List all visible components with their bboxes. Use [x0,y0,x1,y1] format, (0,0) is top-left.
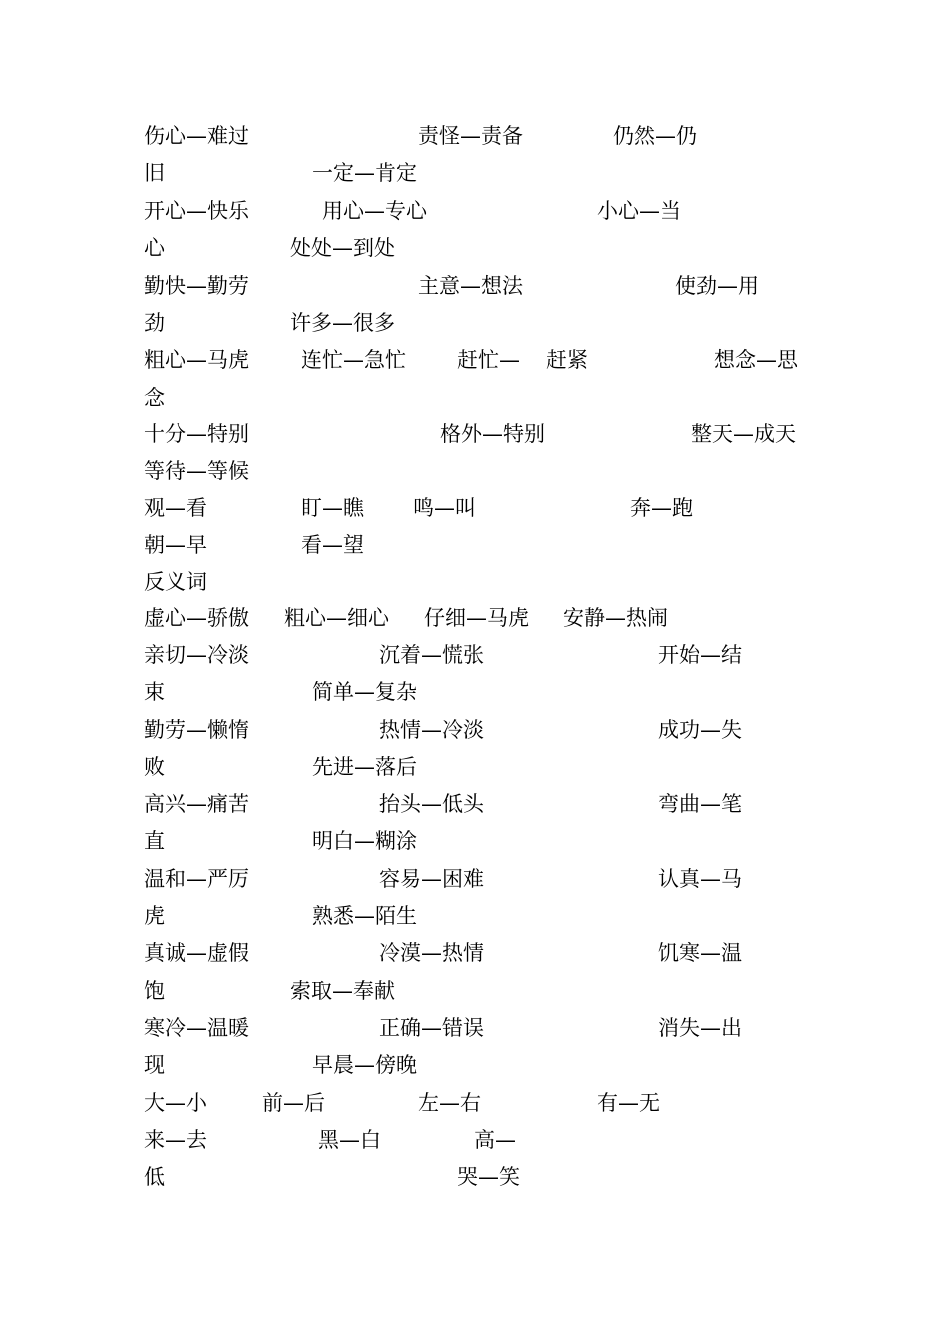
text-line [0,823,950,859]
word-pair: 整天—成天 [691,422,796,446]
text-line [0,490,950,526]
word-pair: 许多—很多 [290,311,395,335]
word-pair: 盯—瞧 [301,496,364,520]
word-pair: 仍然—仍 [613,124,697,148]
text-line [0,1122,950,1158]
word-pair: 奔—跑 [630,496,693,520]
text-line [0,416,950,452]
word-pair: 小心—当 [597,199,681,223]
text-line [0,1010,950,1046]
word-pair: 使劲—用 [675,274,759,298]
word-pair: 观—看 [144,496,207,520]
word-pair: 亲切—冷淡 [144,643,249,667]
word-pair: 开始—结 [658,643,742,667]
text-line [0,342,950,378]
word-pair: 想念—思 [714,348,798,372]
word-pair: 认真—马 [658,867,742,891]
word-pair: 伤心—难过 [144,124,249,148]
word-pair: 来—去 [144,1128,207,1152]
word-pair: 哭—笑 [457,1165,520,1189]
word-pair: 鸣—叫 [413,496,476,520]
text-line [0,305,950,341]
word-pair: 败 [144,755,165,779]
text-line [0,935,950,971]
word-pair: 束 [144,680,165,704]
text-line [0,861,950,897]
word-pair: 劲 [144,311,165,335]
word-pair: 沉着—慌张 [379,643,484,667]
word-pair: 简单—复杂 [312,680,417,704]
word-pair: 饱 [144,979,165,1003]
word-pair: 温和—严厉 [144,867,249,891]
word-pair: 黑—白 [318,1128,381,1152]
text-line [0,268,950,304]
word-pair: 格外—特别 [440,422,545,446]
text-line [0,973,950,1009]
word-pair: 开心—快乐 [144,199,249,223]
text-line [0,230,950,266]
word-pair: 用心—专心 [322,199,427,223]
word-pair: 索取—奉献 [290,979,395,1003]
word-pair: 看—望 [301,533,364,557]
word-pair: 主意—想法 [418,274,523,298]
word-pair: 仔细—马虎 [424,606,529,630]
word-pair: 虎 [144,904,165,928]
word-pair: 寒冷—温暖 [144,1016,249,1040]
word-pair: 正确—错误 [379,1016,484,1040]
word-pair: 饥寒—温 [658,941,742,965]
word-pair: 粗心—马虎 [144,348,249,372]
word-pair: 熟悉—陌生 [312,904,417,928]
text-line [0,118,950,154]
word-pair: 有—无 [597,1091,660,1115]
word-pair: 容易—困难 [379,867,484,891]
word-pair: 先进—落后 [312,755,417,779]
text-line [0,786,950,822]
word-pair: 心 [144,236,165,260]
word-pair: 弯曲—笔 [658,792,742,816]
word-pair: 连忙—急忙 [301,348,406,372]
word-pair: 勤劳—懒惰 [144,718,249,742]
word-pair: 虚心—骄傲 [144,606,249,630]
word-pair: 早晨—傍晚 [312,1053,417,1077]
word-pair: 前—后 [262,1091,325,1115]
word-pair: 低 [144,1165,165,1189]
text-line [0,193,950,229]
text-line [0,712,950,748]
word-pair: 旧 [144,161,165,185]
word-pair: 念 [144,386,165,410]
section-heading [0,564,950,600]
text-line [0,674,950,710]
word-pair: 赶紧 [546,348,588,372]
section-title: 反义词 [144,570,207,594]
text-line [0,749,950,785]
word-pair: 一定—肯定 [312,161,417,185]
word-pair: 赶忙— [457,348,520,372]
text-line [0,1085,950,1121]
word-pair: 十分—特别 [144,422,249,446]
text-line [0,453,950,489]
word-pair: 成功—失 [658,718,742,742]
word-pair: 朝—早 [144,533,207,557]
word-pair: 勤快—勤劳 [144,274,249,298]
text-line [0,898,950,934]
text-line [0,1159,950,1195]
word-pair: 明白—糊涂 [312,829,417,853]
word-pair: 直 [144,829,165,853]
word-pair: 抬头—低头 [379,792,484,816]
word-pair: 热情—冷淡 [379,718,484,742]
word-pair: 消失—出 [658,1016,742,1040]
word-pair: 现 [144,1053,165,1077]
word-pair: 左—右 [418,1091,481,1115]
word-pair: 真诚—虚假 [144,941,249,965]
word-pair: 高— [474,1128,516,1152]
text-line [0,155,950,191]
word-pair: 大—小 [144,1091,207,1115]
text-line [0,380,950,416]
word-pair: 责怪—责备 [418,124,523,148]
word-pair: 处处—到处 [290,236,395,260]
text-line [0,527,950,563]
word-pair: 粗心—细心 [284,606,389,630]
text-line [0,1047,950,1083]
word-pair: 等待—等候 [144,459,249,483]
word-pair: 高兴—痛苦 [144,792,249,816]
text-line [0,600,950,636]
word-pair: 冷漠—热情 [379,941,484,965]
text-line [0,637,950,673]
word-pair: 安静—热闹 [563,606,668,630]
